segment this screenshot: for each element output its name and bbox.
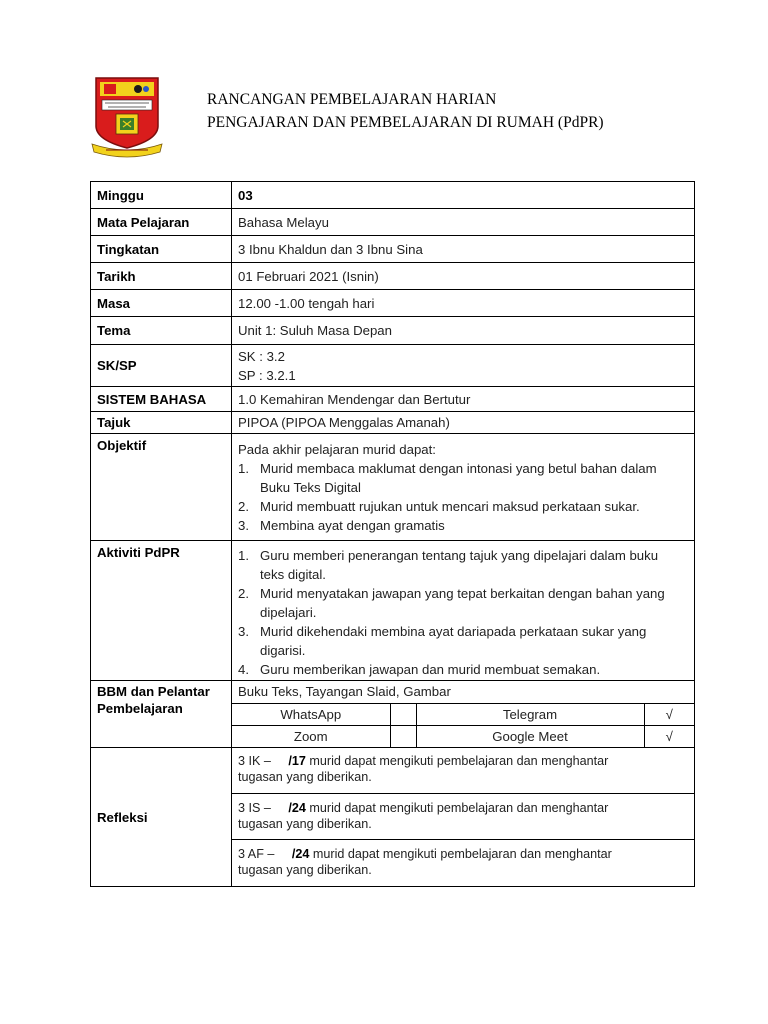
- label-tajuk: Tajuk: [91, 412, 232, 434]
- row-objektif: [91, 434, 695, 541]
- row-bbm: [91, 681, 695, 748]
- list-item: 1. Guru memberi penerangan tentang tajuk yang dipelajari dalam buku teks digital.: [238, 548, 659, 582]
- label-masa: Masa: [91, 290, 232, 317]
- row-tarikh: [91, 263, 695, 290]
- value-objektif: [232, 434, 695, 541]
- platform-whatsapp: WhatsApp: [232, 704, 390, 726]
- value-mata-pelajaran: Bahasa Melayu: [232, 209, 695, 236]
- row-sksp: [91, 345, 695, 387]
- value-minggu: 03: [232, 182, 695, 209]
- document-header: [207, 88, 604, 134]
- school-crest-icon: [90, 74, 164, 160]
- row-masa: [91, 290, 695, 317]
- row-aktiviti: [91, 541, 695, 681]
- list-item: 2. Murid membuatt rujukan untuk mencari maksud perkataan sukar.: [238, 499, 640, 514]
- document-title: RANCANGAN PEMBELAJARAN HARIAN: [207, 91, 497, 108]
- value-tema: Unit 1: Suluh Masa Depan: [232, 317, 695, 345]
- list-item: 1. Murid membaca maklumat dengan intonasi yang betul bahan dalam Buku Teks Digital: [238, 461, 657, 495]
- value-tarikh: 01 Februari 2021 (Isnin): [232, 263, 695, 290]
- aktiviti-list: [238, 546, 688, 679]
- platform-telegram: Telegram: [416, 704, 644, 726]
- value-sksp: [232, 345, 695, 387]
- list-item: 2. Murid menyatakan jawapan yang tepat berkaitan dengan bahan yang dipelajari.: [238, 586, 665, 620]
- lesson-plan-table: [90, 181, 695, 887]
- platform-table: [232, 703, 694, 747]
- refleksi-3af: 3 AF – /24 murid dapat mengikuti pembelajaran dan menghantar tugasan yang diberikan.: [238, 847, 612, 877]
- label-refleksi: Refleksi: [91, 748, 232, 887]
- label-bbm: BBM dan Pelantar Pembelajaran: [91, 681, 232, 748]
- value-sistem-bahasa: 1.0 Kemahiran Mendengar dan Bertutur: [232, 387, 695, 412]
- label-tarikh: Tarikh: [91, 263, 232, 290]
- row-minggu: [91, 182, 695, 209]
- refleksi-3ik: 3 IK – /17 murid dapat mengikuti pembelajaran dan menghantar tugasan yang diberikan.: [232, 748, 694, 794]
- value-refleksi: [232, 748, 695, 887]
- objektif-intro: Pada akhir pelajaran murid dapat:: [238, 442, 436, 457]
- document-subtitle: PENGAJARAN DAN PEMBELAJARAN DI RUMAH (PdPR): [207, 114, 604, 131]
- label-aktiviti: Aktiviti PdPR: [91, 541, 232, 681]
- label-minggu: Minggu: [91, 182, 232, 209]
- value-tingkatan: 3 Ibnu Khaldun dan 3 Ibnu Sina: [232, 236, 695, 263]
- row-refleksi: [91, 748, 695, 887]
- label-tingkatan: Tingkatan: [91, 236, 232, 263]
- bbm-materials: Buku Teks, Tayangan Slaid, Gambar: [238, 684, 451, 699]
- value-bbm: [232, 681, 695, 748]
- platform-telegram-check: √: [644, 704, 694, 726]
- platform-zoom: Zoom: [232, 726, 390, 748]
- row-tingkatan: [91, 236, 695, 263]
- value-tajuk: PIPOA (PIPOA Menggalas Amanah): [232, 412, 695, 434]
- sk-value: SK : 3.2: [238, 348, 285, 364]
- list-item: 3. Membina ayat dengan gramatis: [238, 518, 445, 533]
- row-mata-pelajaran: [91, 209, 695, 236]
- row-tajuk: [91, 412, 695, 434]
- refleksi-3is: 3 IS – /24 murid dapat mengikuti pembelajaran dan menghantar tugasan yang diberikan.: [232, 794, 694, 840]
- row-sistem-bahasa: [91, 387, 695, 412]
- row-tema: [91, 317, 695, 345]
- value-aktiviti: [232, 541, 695, 681]
- sp-value: SP : 3.2.1: [238, 367, 296, 383]
- label-objektif: Objektif: [91, 434, 232, 541]
- label-sksp: SK/SP: [91, 345, 232, 387]
- platform-google-meet-check: √: [644, 726, 694, 748]
- platform-whatsapp-check: [390, 704, 416, 726]
- platform-zoom-check: [390, 726, 416, 748]
- label-mata-pelajaran: Mata Pelajaran: [91, 209, 232, 236]
- platform-google-meet: Google Meet: [416, 726, 644, 748]
- list-item: 3. Murid dikehendaki membina ayat dariapada perkataan sukar yang digarisi.: [238, 624, 647, 658]
- objektif-list: [238, 459, 688, 535]
- list-item: 4. Guru memberikan jawapan dan murid membuat semakan.: [238, 662, 601, 677]
- value-masa: 12.00 -1.00 tengah hari: [232, 290, 695, 317]
- label-sistem-bahasa: SISTEM BAHASA: [91, 387, 232, 412]
- label-tema: Tema: [91, 317, 232, 345]
